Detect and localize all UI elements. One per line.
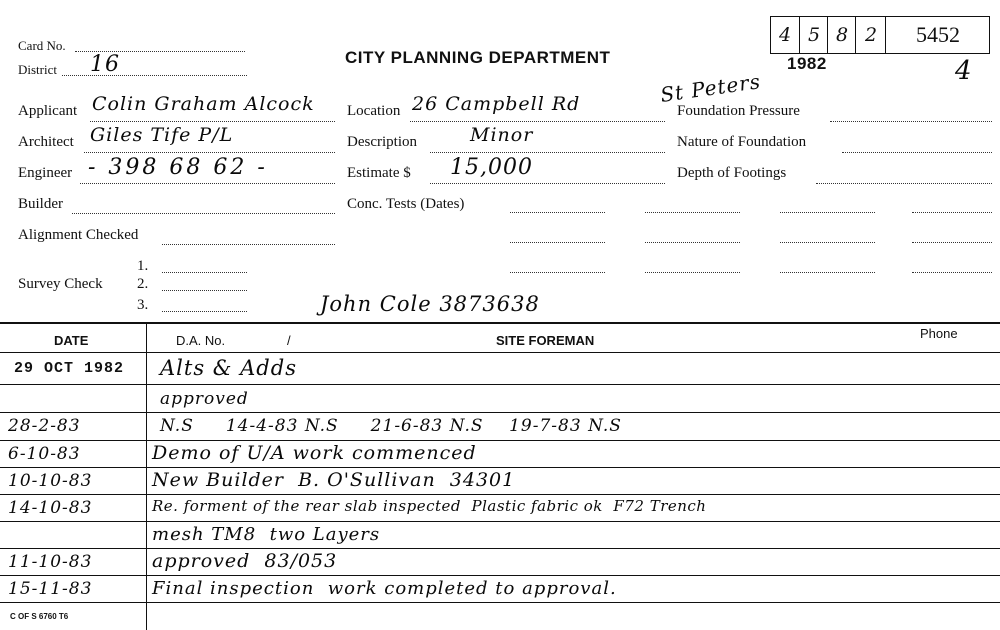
row-divider <box>0 602 1000 603</box>
card-digit-4: 2 <box>855 17 886 53</box>
date-column-divider <box>146 322 147 630</box>
survey-label: Survey Check <box>18 276 103 292</box>
survey-item-2: 2. <box>137 276 149 292</box>
row-note: Alts & Adds <box>160 356 297 380</box>
location-label: Location <box>347 103 401 119</box>
row-divider <box>0 575 1000 576</box>
survey-line-3 <box>162 311 247 312</box>
form-code: C OF S 6760 T6 <box>10 612 69 621</box>
applicant-line <box>90 121 335 122</box>
row-divider <box>0 494 1000 495</box>
conc-line <box>912 242 992 243</box>
applicant-value: Colin Graham Alcock <box>92 93 315 115</box>
applicant-label: Applicant <box>18 103 78 119</box>
alignment-line <box>162 244 335 245</box>
foreman-header: SITE FOREMAN <box>496 333 595 348</box>
card-digit-2: 5 <box>799 17 828 53</box>
survey-line-2 <box>162 290 247 291</box>
page-title: CITY PLANNING DEPARTMENT <box>345 48 611 67</box>
survey-item-1: 1. <box>137 258 149 274</box>
conc-tests-label: Conc. Tests (Dates) <box>347 196 465 212</box>
row-date: 10-10-83 <box>8 471 93 491</box>
location-line <box>410 121 665 122</box>
engineer-line <box>80 183 335 184</box>
row-note: mesh TM8 two Layers <box>152 524 381 545</box>
row-divider <box>0 440 1000 441</box>
nature-foundation-line <box>842 152 992 153</box>
foundation-pressure-label: Foundation Pressure <box>677 103 800 119</box>
row-divider <box>0 548 1000 549</box>
row-note: approved 83/053 <box>152 550 338 572</box>
survey-item-3: 3. <box>137 297 149 313</box>
row-date: 6-10-83 <box>8 444 81 464</box>
conc-line <box>510 212 605 213</box>
row-note: Demo of U/A work commenced <box>152 442 477 464</box>
architect-label: Architect <box>18 134 74 150</box>
da-header: D.A. No. <box>176 333 226 348</box>
builder-line <box>72 213 335 214</box>
date-header: DATE <box>54 333 89 348</box>
nature-foundation-label: Nature of Foundation <box>677 134 807 150</box>
description-line <box>430 152 665 153</box>
conc-line <box>912 212 992 213</box>
alignment-label: Alignment Checked <box>18 227 139 243</box>
estimate-label: Estimate $ <box>347 165 411 181</box>
row-date: 28-2-83 <box>8 416 81 436</box>
conc-line <box>645 242 740 243</box>
row-date: 11-10-83 <box>8 552 93 572</box>
row-date: 29 OCT 1982 <box>14 360 125 377</box>
estimate-value: 15,000 <box>450 155 533 180</box>
card-number-box <box>770 16 990 54</box>
locality-note: St Peters <box>658 69 763 107</box>
conc-line <box>780 242 875 243</box>
row-note: Re. forment of the rear slab inspected Plastic fabric ok F72 Trench <box>152 497 707 515</box>
table-top-border <box>0 322 1000 324</box>
district-value: 16 <box>90 52 120 77</box>
depth-footings-label: Depth of Footings <box>677 165 787 181</box>
architect-line <box>84 152 335 153</box>
survey-line-1 <box>162 272 247 273</box>
row-note: New Builder B. O'Sullivan 34301 <box>152 469 516 491</box>
depth-footings-line <box>816 183 992 184</box>
card-digit-3: 8 <box>827 17 856 53</box>
row-note: approved <box>160 389 249 409</box>
row-divider <box>0 384 1000 385</box>
engineer-label: Engineer <box>18 165 73 181</box>
phone-header: Phone <box>920 326 958 341</box>
conc-line <box>780 272 875 273</box>
year-label: 1982 <box>787 54 827 73</box>
conc-line <box>510 242 605 243</box>
description-label: Description <box>347 134 417 150</box>
row-note: Final inspection work completed to approval. <box>152 578 617 599</box>
conc-line <box>912 272 992 273</box>
corner-mark: 4 <box>955 56 973 86</box>
conc-line <box>645 212 740 213</box>
card-number: 5452 <box>885 17 990 53</box>
conc-line <box>510 272 605 273</box>
row-date: 15-11-83 <box>8 579 93 599</box>
card-no-label: Card No. <box>18 38 66 53</box>
da-slash: / <box>287 333 291 348</box>
row-note: N.S 14-4-83 N.S 21-6-83 N.S 19-7-83 N.S <box>160 416 622 436</box>
architect-value: Giles Tife P/L <box>90 124 234 146</box>
district-label: District <box>18 62 57 77</box>
conc-line <box>780 212 875 213</box>
conc-line <box>645 272 740 273</box>
card-digit-1: 4 <box>778 24 792 46</box>
builder-label: Builder <box>18 196 63 212</box>
row-divider <box>0 521 1000 522</box>
row-divider <box>0 412 1000 413</box>
description-value: Minor <box>470 124 534 146</box>
engineer-value: - 398 68 62 - <box>88 155 268 180</box>
row-date: 14-10-83 <box>8 498 93 518</box>
location-value: 26 Campbell Rd <box>412 93 581 115</box>
estimate-line <box>430 183 665 184</box>
table-header-border <box>0 352 1000 353</box>
contact-note: John Cole 3873638 <box>320 292 540 316</box>
row-divider <box>0 467 1000 468</box>
foundation-pressure-line <box>830 121 992 122</box>
